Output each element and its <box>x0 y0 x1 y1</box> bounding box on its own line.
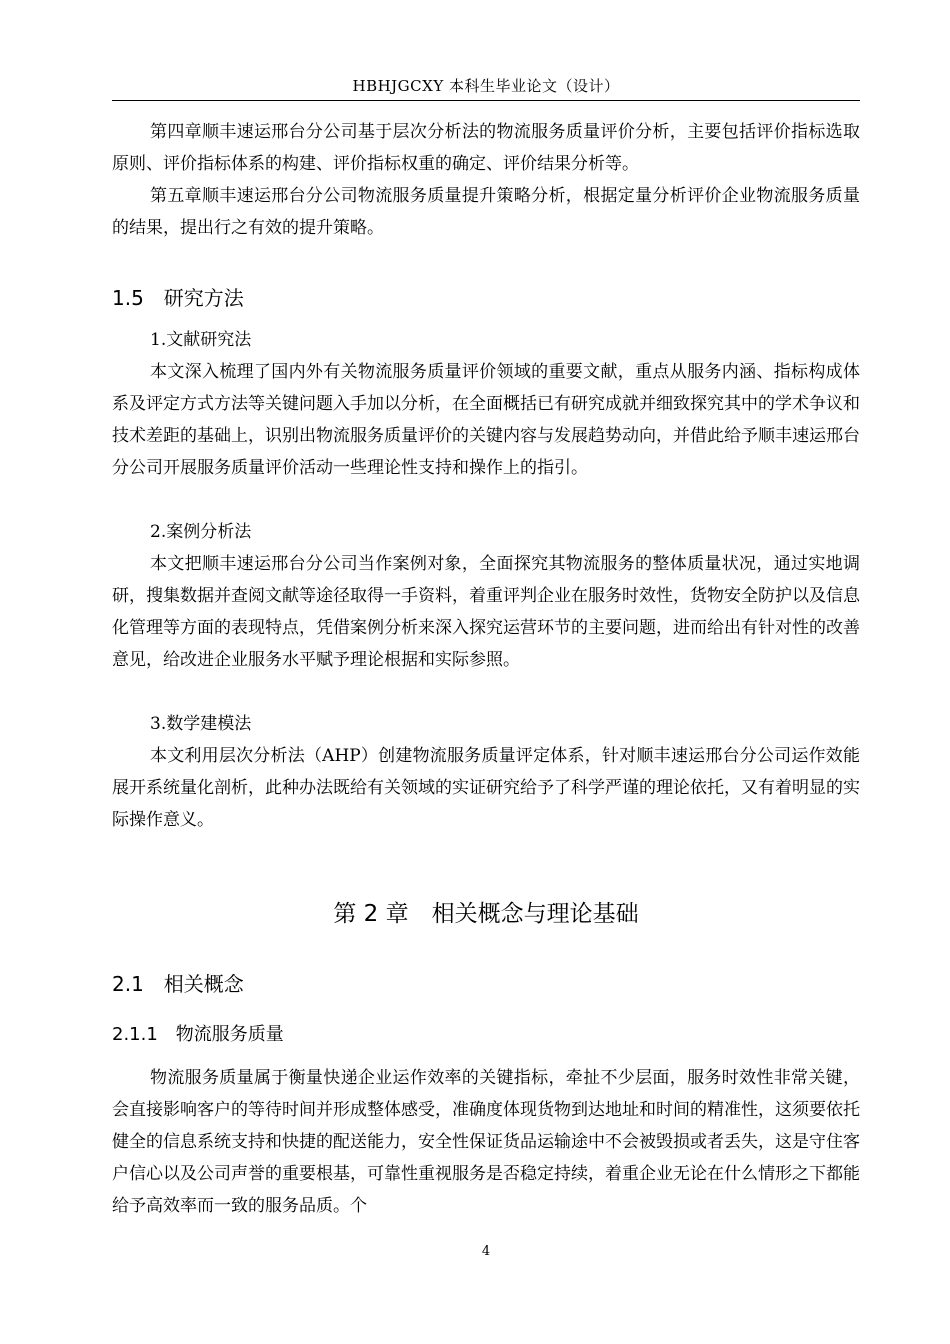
page-number: 4 <box>481 1244 491 1259</box>
chapter5-summary-paragraph: 第五章顺丰速运邢台分公司物流服务质量提升策略分析，根据定量分析评价企业物流服务质量的结果，提出行之有效的提升策略。 <box>112 186 860 238</box>
method-1-title: 1.文献研究法 <box>150 330 252 350</box>
method-3-title: 3.数学建模法 <box>150 714 252 734</box>
method-2-title: 2.案例分析法 <box>150 522 252 542</box>
method-1-paragraph: 本文深入梳理了国内外有关物流服务质量评价领域的重要文献，重点从服务内涵、指标构成体系及评定方式方法等关键问题入手加以分析，在全面概括已有研究成就并细致探究其中的学术争议和技术差距的基础上，识别出物流服务质量评价的关键内容与发展趋势动向，并借此给予顺丰速运邢台分公司开展服务质量评价活动一些理论性支持和操作上的指引。 <box>112 362 860 478</box>
section-2-1-heading: 2.1 相关概念 <box>112 972 244 996</box>
method-3-paragraph: 本文利用层次分析法（AHP）创建物流服务质量评定体系，针对顺丰速运邢台分公司运作效能展开系统量化剖析，此种办法既给有关领域的实证研究给予了科学严谨的理论依托，又有着明显的实际操作意义。 <box>112 746 860 830</box>
section-1-5-heading: 1.5 研究方法 <box>112 286 244 310</box>
section-2-1-1-paragraph: 物流服务质量属于衡量快递企业运作效率的关键指标，牵扯不少层面，服务时效性非常关键，会直接影响客户的等待时间并形成整体感受，准确度体现货物到达地址和时间的精准性，这须要依托健全的信息系统支持和快捷的配送能力，安全性保证货品运输途中不会被毁损或者丢失，这是守住客户信心以及公司声誉的重要根基，可靠性重视服务是否稳定持续，着重企业无论在什么情形之下都能给予高效率而一致的服务品质。个 <box>112 1068 860 1216</box>
chapter-2-heading: 第 2 章 相关概念与理论基础 <box>333 901 639 927</box>
page-header: HBHJGCXY 本科生毕业论文（设计） <box>352 77 620 95</box>
header-rule <box>112 100 860 101</box>
section-2-1-1-heading: 2.1.1 物流服务质量 <box>112 1024 284 1045</box>
method-2-paragraph: 本文把顺丰速运邢台分公司当作案例对象，全面探究其物流服务的整体质量状况，通过实地调研，搜集数据并查阅文献等途径取得一手资料，着重评判企业在服务时效性，货物安全防护以及信息化管理等方面的表现特点，凭借案例分析来深入探究运营环节的主要问题，进而给出有针对性的改善意见，给改进企业服务水平赋予理论根据和实际参照。 <box>112 554 860 670</box>
chapter4-summary-paragraph: 第四章顺丰速运邢台分公司基于层次分析法的物流服务质量评价分析，主要包括评价指标选取原则、评价指标体系的构建、评价指标权重的确定、评价结果分析等。 <box>112 122 860 174</box>
